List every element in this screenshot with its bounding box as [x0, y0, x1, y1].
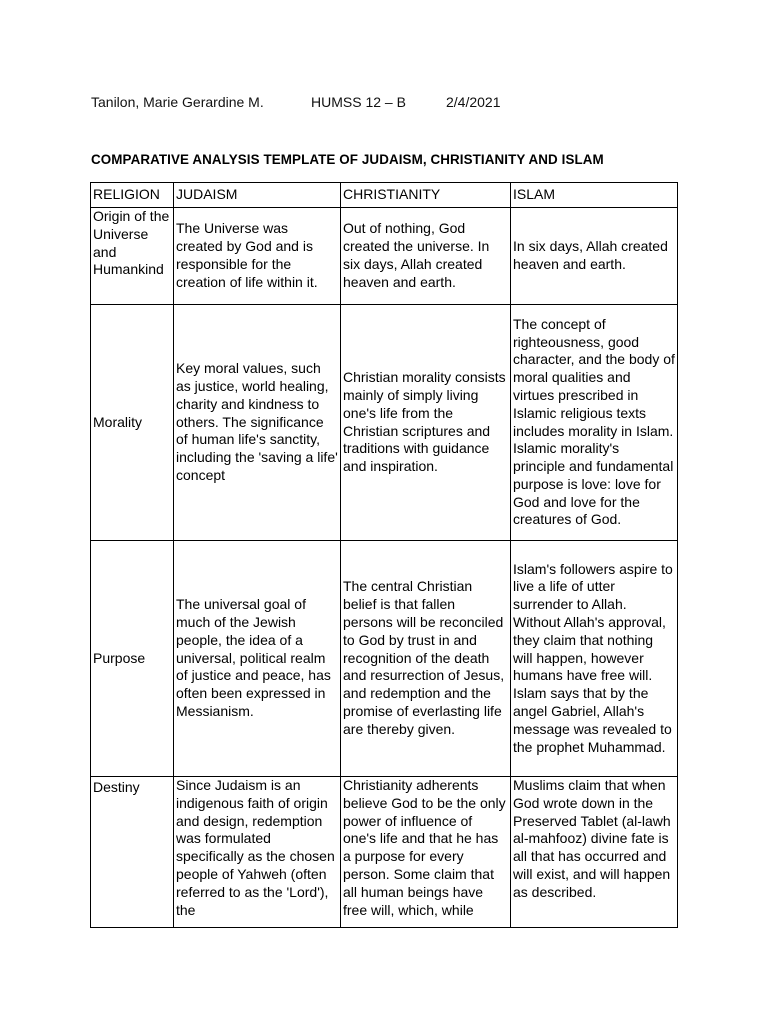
row-label-morality: Morality	[91, 305, 174, 541]
document-title: COMPARATIVE ANALYSIS TEMPLATE OF JUDAISM, CHRISTIANITY AND ISLAM	[91, 152, 604, 167]
table-row	[91, 777, 678, 928]
header-judaism: JUDAISM	[174, 183, 341, 208]
comparison-table	[90, 182, 678, 928]
cell-christianity-origin: Out of nothing, God created the universe. In six days, Allah created heaven and earth.	[341, 208, 511, 305]
cell-judaism-purpose: The universal goal of much of the Jewish people, the idea of a universal, political realm of justice and peace, has often been expressed in Messianism.	[174, 541, 341, 777]
header-islam: ISLAM	[511, 183, 678, 208]
table-row	[91, 208, 678, 305]
row-label-destiny: Destiny	[91, 777, 174, 928]
cell-christianity-morality: Christian morality consists mainly of simply living one's life from the Christian scriptures and traditions with guidance and inspiration.	[341, 305, 511, 541]
cell-judaism-destiny: Since Judaism is an indigenous faith of origin and design, redemption was formulated specifically as the chosen people of Yahweh (often referred to as the 'Lord'), the	[174, 777, 341, 928]
table-header-row	[91, 183, 678, 208]
student-name: Tanilon, Marie Gerardine M.	[91, 94, 264, 110]
row-label-origin: Origin of the Universe and Humankind	[91, 208, 174, 305]
header-christianity: CHRISTIANITY	[341, 183, 511, 208]
cell-judaism-morality: Key moral values, such as justice, world healing, charity and kindness to others. The significance of human life's sanctity, including the 'saving a life' concept	[174, 305, 341, 541]
cell-islam-purpose: Islam's followers aspire to live a life of utter surrender to Allah. Without Allah's approval, they claim that nothing will happen, however humans have free will. Islam says that by the angel Gabriel, Allah's message was revealed to the prophet Muhammad.	[511, 541, 678, 777]
header-religion: RELIGION	[91, 183, 174, 208]
table-row	[91, 541, 678, 777]
cell-judaism-origin: The Universe was created by God and is responsible for the creation of life within it.	[174, 208, 341, 305]
cell-islam-morality: The concept of righteousness, good character, and the body of moral qualities and virtues prescribed in Islamic religious texts includes morality in Islam. Islamic morality's principle and fundamental purpose is love: love for God and love for the creatures of God.	[511, 305, 678, 541]
class-section: HUMSS 12 – B	[311, 94, 406, 110]
cell-christianity-purpose: The central Christian belief is that fallen persons will be reconciled to God by trust in and recognition of the death and resurrection of Jesus, and redemption and the promise of everlasting life are thereby given.	[341, 541, 511, 777]
cell-islam-destiny: Muslims claim that when God wrote down in the Preserved Tablet (al-lawh al-mahfooz) divine fate is all that has occurred and will exist, and will happen as described.	[511, 777, 678, 928]
row-label-purpose: Purpose	[91, 541, 174, 777]
date: 2/4/2021	[446, 94, 501, 110]
cell-islam-origin: In six days, Allah created heaven and earth.	[511, 208, 678, 305]
cell-christianity-destiny: Christianity adherents believe God to be the only power of influence of one's life and that he has a purpose for every person. Some claim that all human beings have free will, which, while	[341, 777, 511, 928]
header-line	[91, 94, 501, 110]
table-row	[91, 305, 678, 541]
